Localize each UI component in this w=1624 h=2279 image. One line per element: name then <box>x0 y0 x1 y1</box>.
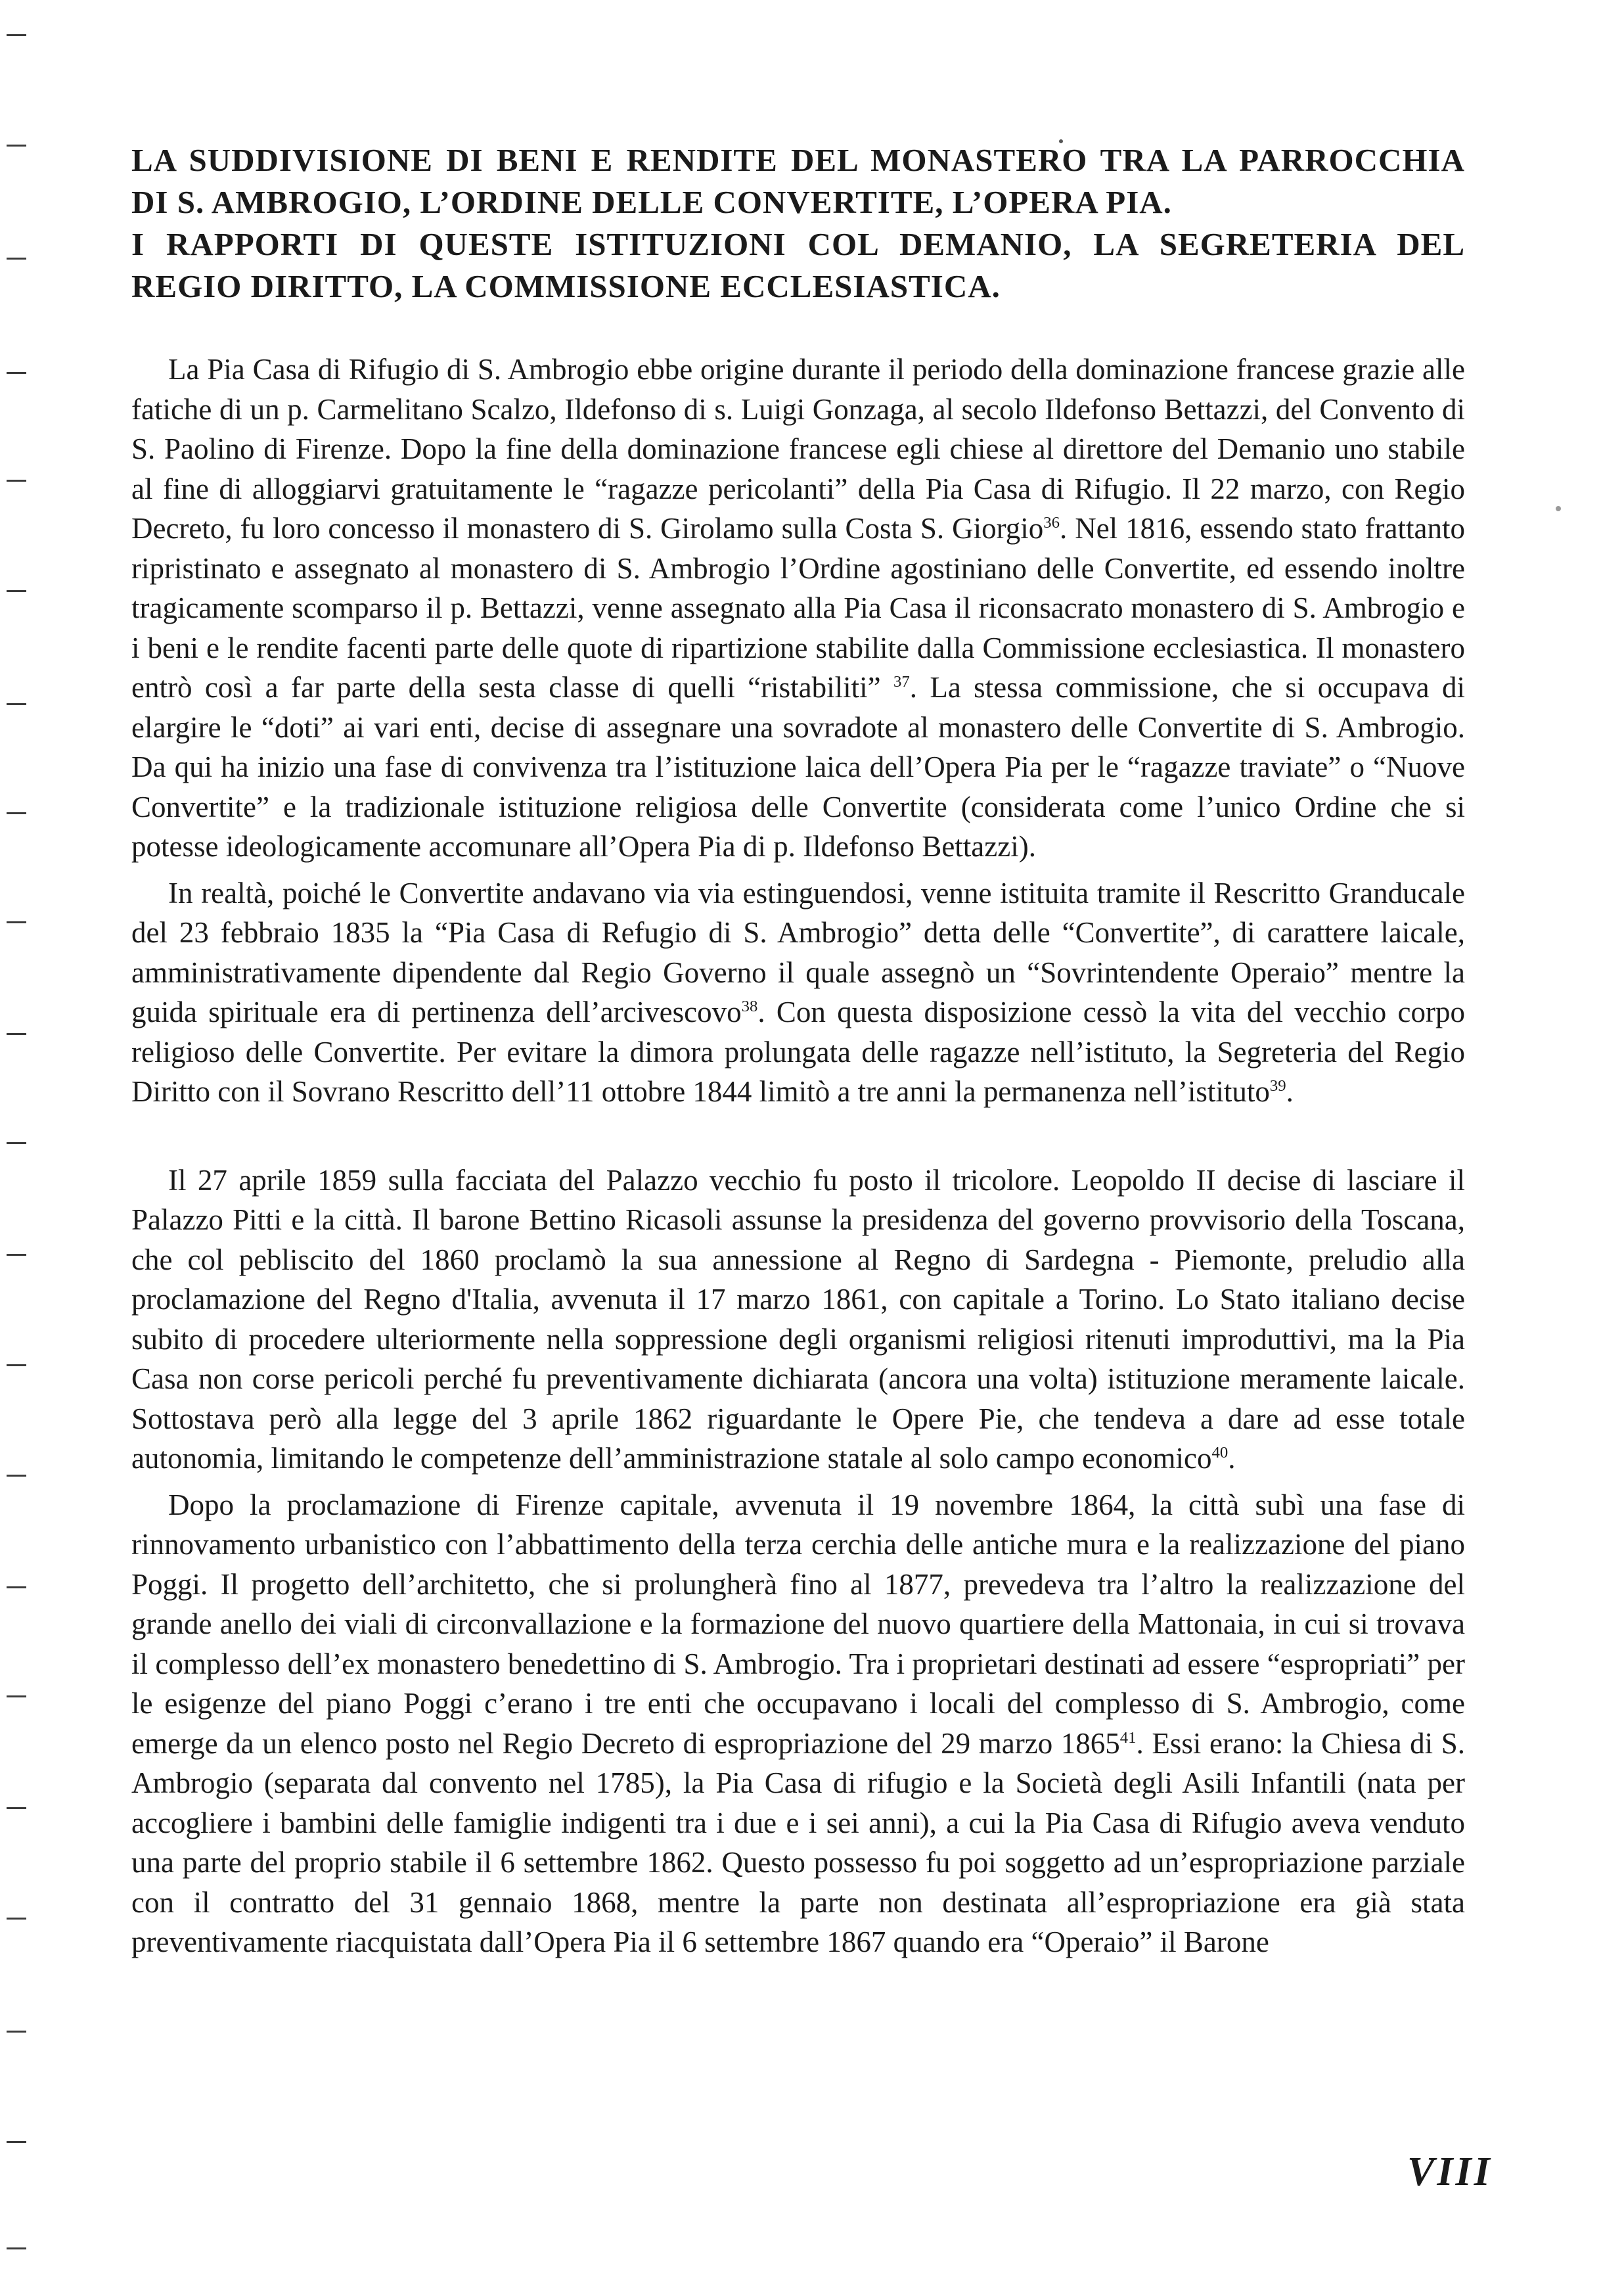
footnote-ref: 38 <box>741 998 758 1015</box>
heading-line: DI S. AMBROGIO, L’ORDINE DELLE CONVERTITE, L’OPERA PIA. <box>131 184 1172 220</box>
heading-line: REGIO DIRITTO, LA COMMISSIONE ECCLESIASTICA. <box>131 268 1001 304</box>
footnote-ref: 41 <box>1119 1728 1137 1747</box>
text-segment: . La stessa commissione, che si occupava di elargire le “doti” ai vari enti, decise di assegnare una sovradote al monastero delle Convertite di S. Ambrogio. Da qui ha inizio una fase di convivenza tra l’istituzione laica dell’Opera Pia per le “ragazze traviate” o “Nuove Convertite” e la tradizionale istituzione religiosa delle Convertite (considerata come l’unico Ordine che si potesse ideologicamente accomunare all’Opera Pia di p. Ildefonso Bettazzi). <box>131 671 1465 863</box>
margin-tick <box>7 2141 26 2143</box>
paragraph <box>131 873 1465 1112</box>
section-heading <box>131 139 1465 308</box>
margin-tick <box>7 703 26 705</box>
margin-tick <box>7 2031 26 2033</box>
margin-tick <box>7 1364 26 1366</box>
margin-tick <box>7 1586 26 1588</box>
margin-tick <box>7 258 26 260</box>
margin-tick <box>7 34 26 36</box>
margin-tick <box>7 480 26 482</box>
paragraph <box>131 1161 1465 1479</box>
text-segment: Dopo la proclamazione di Firenze capitale, avvenuta il 19 novembre 1864, la città subì una fase di rinnovamento urbanistico con l’abbattimento della terza cerchia delle antiche mura e la realizzazione del piano Poggi. Il progetto dell’architetto, che si prolungherà fino al 1877, prevedeva tra l’altro la realizzazione del grande anello dei viali di circonvallazione e la formazione del nuovo quartiere della Mattonaia, in cui si trovava il complesso dell’ex monastero benedettino di S. Ambrogio. Tra i proprietari destinati ad essere “espropriati” per le esigenze del piano Poggi c’erano i tre enti che occupavano i locali del complesso di S. Ambrogio, come emerge da un elenco posto nel Regio Decreto di espropriazione del 29 marzo 1865 <box>131 1488 1465 1760</box>
text-segment: In realtà, poiché le Convertite andavano via via estinguendosi, venne istituita tramite il Rescritto Granducale del 23 febbraio 1835 la “Pia Casa di Refugio di S. Ambrogio” detta delle “Convertite”, di carattere laicale, amministrativamente dipendente dal Regio Governo il quale assegnò un “Sovrintendente Operaio” mentre la guida spirituale era di pertinenza dell’arcivescovo <box>131 876 1465 1028</box>
footnote-ref: 40 <box>1211 1444 1229 1462</box>
margin-tick <box>7 145 26 147</box>
margin-punch-marks <box>0 0 29 2279</box>
text-segment: Il 27 aprile 1859 sulla facciata del Palazzo vecchio fu posto il tricolore. Leopoldo II decise di lasciare il Palazzo Pitti e la città. Il barone Bettino Ricasoli assunse la presidenza del governo provvisorio della Toscana, che col pebliscito del 1860 proclamò la sua annessione al Regno di Sardegna - Piemonte, preludio alla proclamazione del Regno d'Italia, avvenuta il 17 marzo 1861, con capitale a Torino. Lo Stato italiano decise subito di procedere ulteriormente nella soppressione degli organismi religiosi ritenuti improduttivi, ma la Pia Casa non corse pericoli perché fu preventivamente dichiarata (ancora una volta) istituzione meramente laicale. Sottostava però alla legge del 3 aprile 1862 riguardante le Opere Pie, che tendeva a dare ad esse totale autonomia, limitando le competenze dell’amministrazione statale al solo campo economico <box>131 1163 1465 1475</box>
margin-tick <box>7 921 26 923</box>
text-segment: . <box>1228 1442 1236 1475</box>
text-segment: . Nel 1816, essendo stato frattanto ripristinato e assegnato al monastero di S. Ambrogio l’Ordine agostiniano delle Convertite, ed essendo inoltre tragicamente scomparso il p. Bettazzi, venne assegnato alla Pia Casa il riconsacrato monastero di S. Ambrogio e i beni e le rendite facenti parte delle quote di ripartizione stabilite dalla Commissione ecclesiastica. Il monastero entrò così a far parte della sesta classe di quelli “ristabiliti” <box>131 512 1465 704</box>
margin-tick <box>7 1475 26 1477</box>
heading-line: I RAPPORTI DI QUESTE ISTITUZIONI COL DEMANIO, LA SEGRETERIA DEL <box>131 226 1465 262</box>
margin-tick <box>7 1033 26 1035</box>
page-number: VIII <box>1407 2150 1493 2194</box>
text-segment: . Essi erano: la Chiesa di S. Ambrogio (separata dal convento nel 1785), la Pia Casa di rifugio e la Società degli Asili Infantili (nata per accogliere i bambini delle famiglie indigenti tra i due e i sei anni), a cui la Pia Casa di Rifugio aveva venduto una parte del proprio stabile il 6 settembre 1862. Questo possesso fu poi soggetto ad un’espropriazione parziale con il contratto del 31 gennaio 1868, mentre la parte non destinata all’espropriazione era già stata preventivamente riacquistata dall’Opera Pia il 6 settembre 1867 quando era “Operaio” il Barone <box>131 1726 1465 1958</box>
margin-tick <box>7 812 26 814</box>
margin-tick <box>7 1918 26 1920</box>
footnote-ref: 36 <box>1043 514 1060 532</box>
margin-tick <box>7 1807 26 1809</box>
text-segment: . <box>1286 1075 1294 1108</box>
body-text <box>131 350 1465 1962</box>
text-segment: La Pia Casa di Rifugio di S. Ambrogio ebbe origine durante il periodo della dominazione francese grazie alle fatiche di un p. Carmelitano Scalzo, Ildefonso di s. Luigi Gonzaga, al secolo Ildefonso Bettazzi, del Convento di S. Paolino di Firenze. Dopo la fine della dominazione francese egli chiese al direttore del Demanio uno stabile al fine di alloggiarvi gratuitamente le “ragazze pericolanti” della Pia Casa di Rifugio. Il 22 marzo, con Regio Decreto, fu loro concesso il monastero di S. Girolamo sulla Costa S. Giorgio <box>131 353 1465 545</box>
margin-tick <box>7 590 26 592</box>
heading-line: LA SUDDIVISIONE DI BENI E RENDITE DEL MONASTERO TRA LA PARROCCHIA <box>131 142 1465 178</box>
paragraph <box>131 350 1465 867</box>
margin-tick <box>7 372 26 374</box>
text-segment: . Con questa disposizione cessò la vita del vecchio corpo religioso delle Convertite. Per evitare la dimora prolungata delle ragazze nell’istituto, la Segreteria del Regio Diritto con il Sovrano Rescritto dell’11 ottobre 1844 limitò a tre anni la permanenza nell’istituto <box>131 996 1465 1108</box>
scan-speck <box>1556 506 1561 511</box>
document-page <box>131 139 1465 1962</box>
margin-tick <box>7 2247 26 2249</box>
margin-tick <box>7 1254 26 1256</box>
margin-tick <box>7 1695 26 1697</box>
margin-tick <box>7 1142 26 1144</box>
paragraph <box>131 1485 1465 1962</box>
footnote-ref: 37 <box>893 673 910 691</box>
footnote-ref: 39 <box>1269 1077 1286 1095</box>
